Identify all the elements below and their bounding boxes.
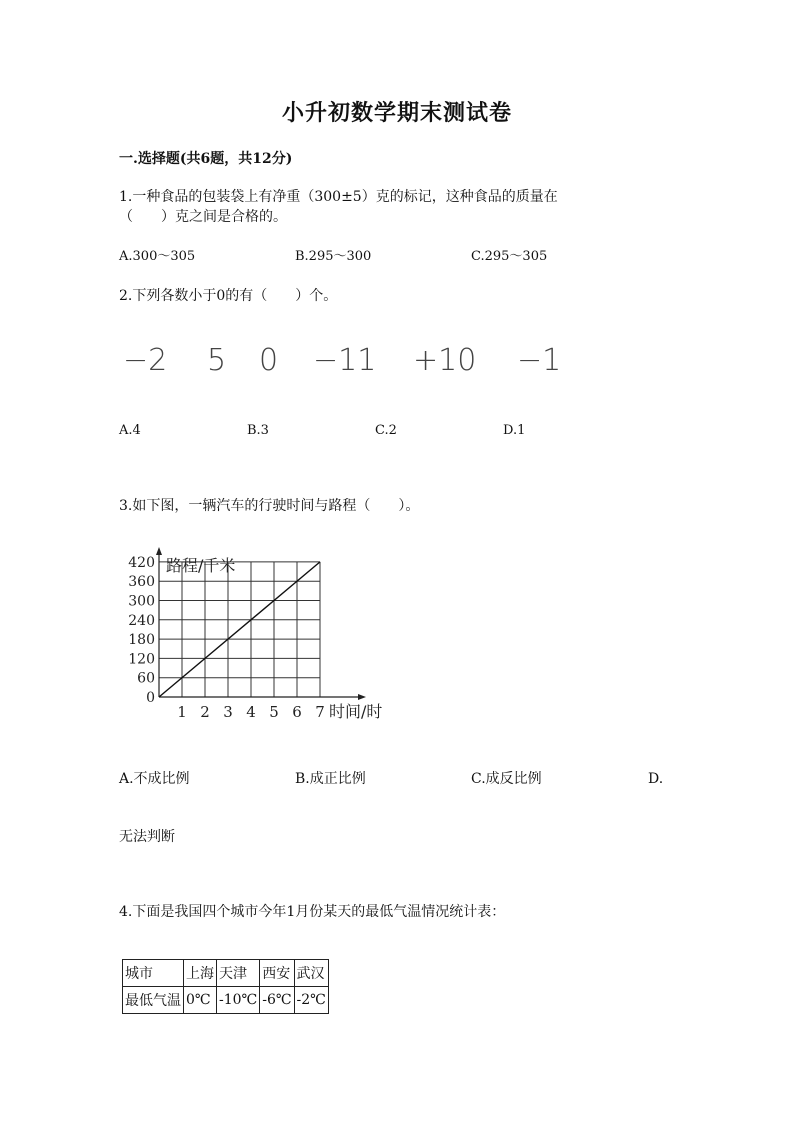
chart-y-tick-label: 360 (128, 574, 155, 591)
q1-option-a[interactable]: A.300～305 (119, 249, 196, 264)
table-cell: 西安 (260, 960, 294, 987)
chart-y-tick-label: 240 (128, 612, 155, 629)
chart-x-tick-label: 1 (177, 703, 187, 721)
chart-x-tick-label: 4 (246, 703, 256, 721)
q2-number: −11 (313, 343, 377, 378)
chart-y-tick-label: 420 (128, 554, 155, 571)
q1-option-b[interactable]: B.295～300 (295, 249, 372, 264)
section-heading: 一.选择题(共6题，共12分) (119, 151, 293, 167)
q3-option-c[interactable]: C.成反比例 (471, 771, 542, 787)
q2-number-list (123, 343, 583, 387)
q2-option-c[interactable]: C.2 (375, 423, 397, 438)
q3-option-b[interactable]: B.成正比例 (295, 771, 366, 787)
chart-y-axis-label: 路程/千米 (166, 556, 236, 575)
table-row (123, 960, 329, 987)
table-cell: -6℃ (260, 987, 294, 1014)
table-row (123, 987, 329, 1014)
chart-x-axis-label: 时间/时 (329, 702, 383, 721)
table-cell: 城市 (123, 960, 184, 987)
chart-y-tick-label: 300 (128, 593, 155, 610)
table-cell: 天津 (217, 960, 260, 987)
distance-time-chart (118, 545, 408, 725)
table-cell: -10℃ (217, 987, 260, 1014)
chart-y-tick-label: 60 (137, 670, 155, 687)
temperature-table (122, 959, 329, 1014)
table-cell: -2℃ (294, 987, 328, 1014)
q2-number: 0 (259, 343, 279, 378)
table-cell: 上海 (184, 960, 217, 987)
q2-option-b[interactable]: B.3 (247, 423, 269, 438)
q3-option-d-continued[interactable]: 无法判断 (119, 829, 175, 845)
q2-number: +10 (413, 343, 477, 378)
table-cell: 0℃ (184, 987, 217, 1014)
q3-option-a[interactable]: A.不成比例 (119, 771, 190, 787)
q3-text: 3.如下图，一辆汽车的行驶时间与路程（ ）。 (119, 498, 420, 514)
chart-x-tick-label: 2 (200, 703, 210, 721)
q2-number: −2 (123, 343, 168, 378)
q3-option-d[interactable]: D. (648, 771, 664, 787)
chart-y-tick-label: 180 (128, 632, 155, 649)
chart-y-tick-label: 120 (128, 651, 155, 668)
page-title: 小升初数学期末测试卷 (281, 100, 512, 126)
chart-y-axis-arrow (156, 547, 162, 555)
q4-text: 4.下面是我国四个城市今年1月份某天的最低气温情况统计表： (119, 904, 506, 920)
table-cell: 武汉 (294, 960, 328, 987)
q2-number: 5 (207, 343, 227, 378)
chart-x-axis-arrow (358, 694, 366, 700)
chart-x-tick-label: 6 (292, 703, 302, 721)
chart-x-tick-label: 3 (223, 703, 233, 721)
q1-text-line2: （ ）克之间是合格的。 (119, 209, 287, 225)
q2-option-d[interactable]: D.1 (503, 423, 526, 438)
q2-option-a[interactable]: A.4 (119, 423, 141, 438)
q1-option-c[interactable]: C.295～305 (471, 249, 548, 264)
chart-series-line (159, 562, 320, 697)
chart-x-tick-label: 5 (269, 703, 279, 721)
table-cell: 最低气温 (123, 987, 184, 1014)
chart-y-tick-label: 0 (146, 690, 155, 706)
q2-number: −1 (517, 343, 562, 378)
chart-x-tick-label: 7 (315, 703, 325, 721)
q1-text-line1: 1.一种食品的包装袋上有净重（300±5）克的标记，这种食品的质量在 (119, 189, 558, 205)
q2-text: 2.下列各数小于0的有（ ）个。 (119, 288, 338, 304)
